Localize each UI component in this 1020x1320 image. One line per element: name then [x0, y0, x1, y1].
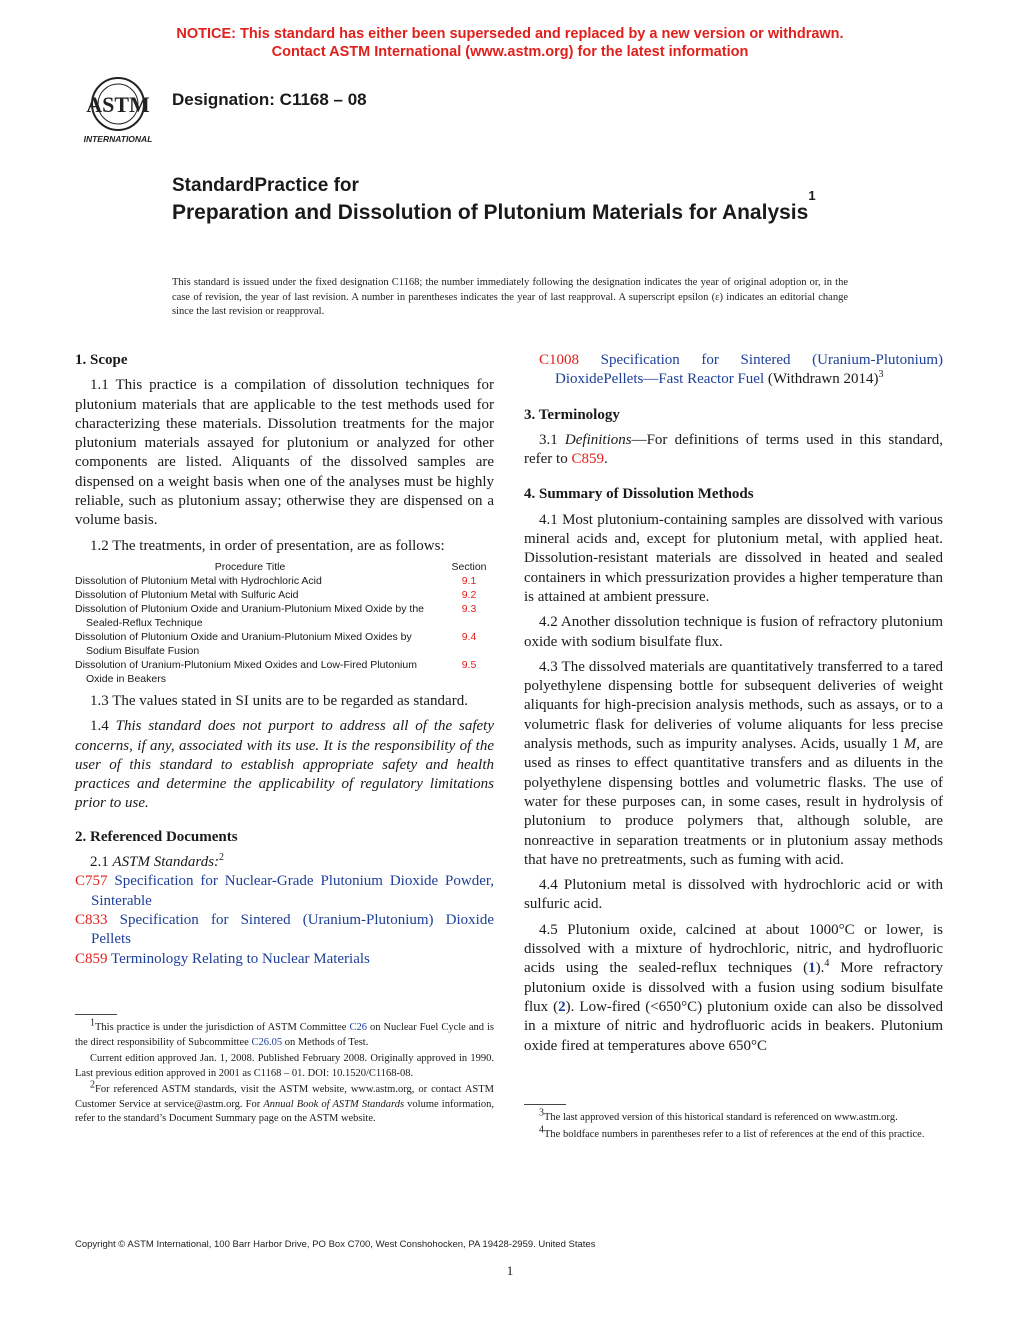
para-end: . [603, 451, 608, 468]
subheading-text: ASTM Standards: [112, 854, 220, 871]
footnote-text: The last approved version of this historical standard is referenced on www.astm.org. [544, 1112, 898, 1123]
astm-logo [72, 76, 164, 146]
footnote-2 [75, 1079, 494, 1127]
para-text: 4.5 Plutonium oxide, calcined at about 1000°C or lower, is dissolved with a mixture of hydrochloric, nitric, and hydrofluoric acids using the sealed-reflux techniques ( [524, 921, 943, 977]
procedure-table [75, 560, 494, 686]
title-footnote-ref[interactable]: 1 [808, 188, 816, 203]
para-1-1: 1.1 This practice is a compilation of dissolution techniques for plutonium materials that are applicable to the test methods used for characterizing these materials. Dissolution treatments for the major plutonium materials assayed for plutonium or analyzed for other components are listed. Aliquants of the dissolved samples are dispensed on a weight basis when one of the analyses must be highly reliable, such as plutonium assay; otherwise they are dispensed on a volume basis. [75, 377, 494, 529]
footnote-text: This practice is under the jurisdiction of ASTM Committee [95, 1022, 350, 1033]
reference-code-link[interactable]: C833 [75, 911, 108, 928]
table-row [75, 588, 494, 602]
supersede-notice [0, 25, 1020, 61]
left-column [75, 351, 494, 969]
reference-item [75, 872, 494, 911]
section-link[interactable]: 9.2 [461, 588, 477, 601]
scope-heading: 1. Scope [75, 352, 128, 368]
para-4-1: 4.1 Most plutonium-containing samples are dissolved with various mineral acids and, except for plutonium metal, with applied heat. Dissolution-resistant materials are dissolved in heated and sealed containers in which pressurization provides a higher temperature than is attained at ambient pressure. [524, 511, 943, 605]
footnote-text-italic: Annual Book of ASTM Standards [263, 1098, 405, 1110]
para-1-4 [75, 717, 494, 813]
title-line-2: Preparation and Dissolution of Plutonium Materials for Analysis [172, 201, 809, 224]
table-row [75, 602, 494, 630]
left-footnotes [75, 1014, 494, 1127]
footnote-marker: 1 [90, 1017, 95, 1029]
logo-subtext: INTERNATIONAL [83, 134, 153, 144]
logo-text: ASTM [86, 92, 150, 117]
procedure-table-header [75, 560, 494, 574]
notice-line-1: NOTICE: This standard has either been superseded and replaced by a new version or withdrawn. [176, 26, 844, 42]
notice-line-2: Contact ASTM International (www.astm.org) for the latest information [271, 44, 749, 60]
reference-number-link[interactable]: 2 [558, 998, 566, 1015]
molarity-symbol: M [903, 736, 917, 753]
terminology-heading: 3. Terminology [524, 406, 620, 423]
astm-logo-icon [72, 76, 164, 146]
committee-link[interactable]: C26 [349, 1022, 367, 1033]
footnote-rule [524, 1104, 566, 1105]
definitions-term: Definitions [564, 431, 632, 448]
para-1-3: 1.3 The values stated in SI units are to be regarded as standard. [90, 692, 468, 709]
reference-item [524, 351, 943, 390]
footnote-marker: 3 [539, 1107, 544, 1119]
reference-code-link[interactable]: C757 [75, 873, 108, 890]
para-text: 4.3 The dissolved materials are quantitatively transferred to a tared polyethylene dispensing bottle for subsequent deliveries of weight aliquants for high-precision analysis methods, such as assays, or to a volumetric flask for deliveries of volume aliquants for less precise analysis methods, such as impurity analyses. Acids, usually 1 [524, 658, 943, 753]
footnote-text: on Methods of Test. [282, 1036, 369, 1048]
withdrawn-note: (Withdrawn 2014) [764, 371, 879, 388]
reference-code-link[interactable]: C1008 [539, 352, 580, 368]
issued-note: This standard is issued under the fixed designation C1168; the number immediately following the designation indicates the year of original adoption or, in the case of revision, the year of last revision. A number in parentheses indicates the year of last reapproval. A superscript epsilon (ε) indicates an editorial change since the last revision or reapproval. [172, 277, 848, 317]
reference-code-link[interactable]: C859 [75, 950, 108, 967]
para-text: ). Low-fired (<650°C) plutonium oxide can also be dissolved in a mixture of nitric and hydrofluoric acids in beakers. Plutonium oxide fired at temperatures above 650°C [524, 998, 943, 1054]
para-1-2: 1.2 The treatments, in order of presentation, are as follows: [90, 537, 445, 554]
footnote-text: on Nuclear Fuel Cycle and is the direct responsibility of Subcommittee [75, 1022, 494, 1048]
para-4-3 [524, 658, 943, 870]
astm-standards-subheading [75, 853, 494, 872]
para-4-4: 4.4 Plutonium metal is dissolved with hydrochloric acid or with sulfuric acid. [524, 877, 943, 913]
reference-title-link[interactable]: Specification for Sintered (Uranium-Plutonium) DioxidePellets—Fast Reactor Fuel [555, 352, 944, 388]
para-text: , are used as rinses to effect quantitative transfers and as diluents in the polyethylene dispensing bottles and volumetric flasks. The use of water for these purposes can, in some cases, result in hydrolysis of plutonium to produce polymers that, although soluble, are nonreactive in separation treatments or in plutonium assay methods that have no pretreatments, such as fuming with acid. [524, 736, 943, 868]
footnote-text: The boldface numbers in parentheses refer to a list of references at the end of this practice. [544, 1128, 925, 1140]
para-4-5 [524, 921, 943, 1056]
para-number: 3.1 [539, 431, 565, 448]
footnote-text: For referenced ASTM standards, visit the ASTM website, www.astm.org, or contact ASTM Customer Service at service@astm.org. For [75, 1084, 494, 1110]
right-column [524, 351, 943, 1056]
reference-number-link[interactable]: 1 [808, 960, 816, 977]
section-link[interactable]: 9.1 [461, 574, 477, 587]
footnote-current-edition: Current edition approved Jan. 1, 2008. Published February 2008. Originally approved in 1990. Last previous edition approved in 2001 as C1168 – 01. DOI: 10.1520/C1168-08. [75, 1053, 494, 1079]
section-link[interactable]: 9.3 [461, 602, 477, 615]
document-title [172, 188, 872, 225]
para-text: More refractory plutonium oxide is dissolved with a fusion using sodium bisulfate flux ( [524, 960, 943, 1015]
table-row [75, 658, 494, 686]
procedure-title: Dissolution of Uranium-Plutonium Mixed Oxides and Low-Fired Plutonium Oxide in Beakers [75, 658, 417, 685]
para-text: ). [815, 960, 825, 977]
para-3-1 [524, 431, 943, 470]
procedure-title: Dissolution of Plutonium Metal with Hydrochloric Acid [75, 574, 322, 587]
terminology-link[interactable]: C859 [571, 451, 604, 468]
procedure-title: Dissolution of Plutonium Oxide and Uranium-Plutonium Mixed Oxide by the Sealed-Reflux Technique [75, 602, 424, 629]
footnote-rule [75, 1014, 117, 1015]
right-footnotes [524, 1104, 943, 1142]
summary-heading: 4. Summary of Dissolution Methods [524, 486, 754, 503]
reference-item [75, 911, 494, 950]
para-4-2: 4.2 Another dissolution technique is fusion of refractory plutonium oxide with sodium bisulfate flux. [524, 614, 943, 650]
footnote-1 [75, 1017, 494, 1050]
subheading-number: 2.1 [90, 854, 113, 871]
para-1-4-text: This standard does not purport to address all of the safety concerns, if any, associated with its use. It is the responsibility of the user of this standard to establish appropriate safety and health practices and determine the applicability of regulatory limitations prior to use. [75, 718, 495, 812]
footnote-3 [524, 1107, 943, 1126]
section-link[interactable]: 9.4 [461, 630, 477, 643]
footnote-ref[interactable]: 4 [824, 958, 830, 970]
reference-item [75, 950, 494, 969]
table-row [75, 630, 494, 658]
designation: Designation: C1168 – 08 [172, 90, 367, 109]
page-number: 1 [506, 1263, 514, 1278]
footnote-marker: 4 [539, 1124, 544, 1135]
table-row [75, 574, 494, 588]
footnote-ref[interactable]: 2 [219, 852, 225, 864]
procedure-title: Dissolution of Plutonium Oxide and Uranium-Plutonium Mixed Oxides by Sodium Bisulfate Fusion [75, 630, 412, 657]
footnote-ref[interactable]: 3 [878, 369, 884, 381]
footnote-text: volume information, refer to the standard’s Document Summary page on the ASTM website. [75, 1098, 494, 1124]
footnote-marker: 2 [90, 1079, 95, 1091]
section-link[interactable]: 9.5 [461, 658, 477, 671]
copyright: Copyright © ASTM International, 100 Barr Harbor Drive, PO Box C700, West Conshohocken, PA 19428-2959. United States [75, 1239, 596, 1250]
reference-title-link[interactable]: Specification for Sintered (Uranium-Plutonium) Dioxide Pellets [91, 911, 495, 948]
reference-title-link[interactable]: Terminology Relating to Nuclear Materials [111, 950, 370, 967]
subcommittee-link[interactable]: C26.05 [251, 1036, 283, 1048]
reference-title-link[interactable]: Specification for Nuclear-Grade Plutonium Dioxide Powder, Sinterable [91, 873, 495, 909]
procedure-title: Dissolution of Plutonium Metal with Sulfuric Acid [75, 588, 299, 601]
para-text: —For definitions of terms used in this standard, refer to [524, 431, 944, 468]
para-1-4-number: 1.4 [90, 718, 116, 735]
procedure-title-header: Procedure Title [214, 560, 286, 573]
referenced-heading: 2. Referenced Documents [75, 828, 238, 845]
section-header: Section [451, 560, 487, 573]
title-line-1: StandardPractice for [172, 175, 359, 196]
footnote-4 [524, 1124, 943, 1143]
